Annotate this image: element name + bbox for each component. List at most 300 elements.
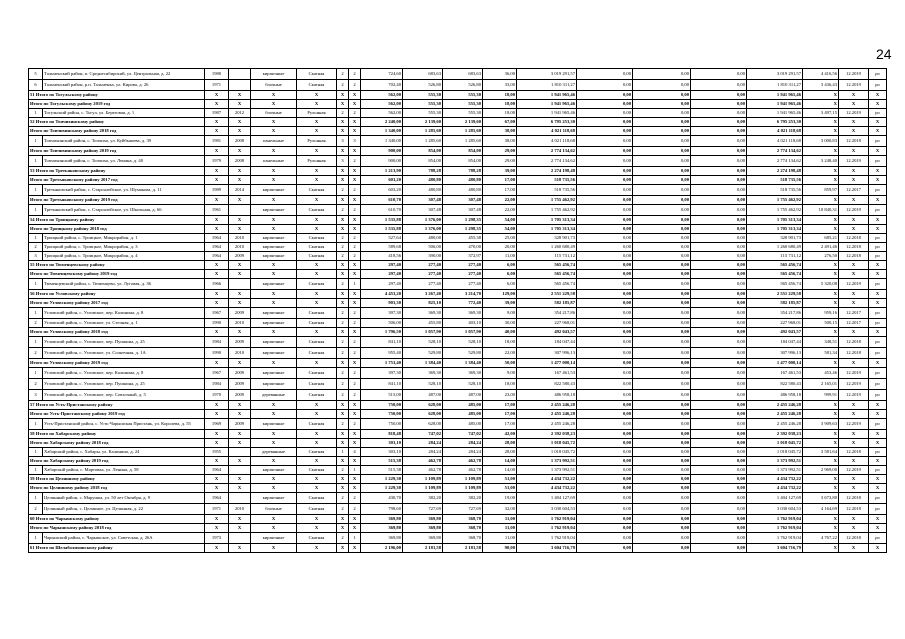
table-cell: 1 404 127,69 <box>517 493 577 504</box>
total-label: Итого по Третьяковскому району 2017 год <box>29 176 205 185</box>
table-cell: 859,97 <box>803 185 839 196</box>
table-cell: 562,00 <box>361 109 403 118</box>
table-cell: 528,10 <box>403 379 443 390</box>
total-row <box>29 401 887 410</box>
table-cell: деревянные <box>251 448 297 457</box>
table-cell: X <box>297 147 337 156</box>
table-cell: 0,00 <box>691 91 747 100</box>
table-cell: X <box>869 439 887 448</box>
table-cell: 2 <box>337 419 349 430</box>
table-cell: X <box>251 328 297 337</box>
table-cell: 1984 <box>205 379 229 390</box>
table-cell: X <box>839 475 869 484</box>
table-cell: 22,00 <box>483 205 517 216</box>
table-cell: 750,00 <box>361 410 403 419</box>
table-cell: 1 705 313,34 <box>747 216 803 225</box>
table-cell: 1 941 965,46 <box>517 109 577 118</box>
table-cell: 2 <box>337 533 349 544</box>
table-cell: 11,00 <box>483 524 517 533</box>
table-cell: 3 604 716,79 <box>517 544 577 553</box>
table-cell: 683,63 <box>403 69 443 80</box>
table-cell: 115 731,12 <box>747 252 803 261</box>
total-label: 58 Итого по Хабарскому району <box>29 430 205 439</box>
table-cell: X <box>229 359 251 368</box>
total-label: 53 Итого по Третьяковскому району <box>29 167 205 176</box>
table-cell: 3 019 291,57 <box>747 69 803 80</box>
table-cell: 1 535,88 <box>361 225 403 234</box>
table-cell: 1973 <box>205 533 229 544</box>
row-number: 2 <box>29 243 43 252</box>
table-cell: X <box>839 328 869 337</box>
total-label: Итого по Усть-Пристанскому району 2019 год <box>29 410 205 419</box>
total-row <box>29 359 887 368</box>
table-cell: 2 <box>337 319 349 328</box>
table-cell: 369,80 <box>361 524 403 533</box>
table-cell: 480,80 <box>443 185 483 196</box>
table-cell: 51,00 <box>483 484 517 493</box>
total-label: 61 Итого по Шелаболихинскому району <box>29 544 205 553</box>
table-cell: X <box>869 196 887 205</box>
table-cell: X <box>869 225 887 234</box>
table-cell: 485,00 <box>443 419 483 430</box>
table-cell: Скатная <box>297 390 337 401</box>
table-cell: 1 109,89 <box>403 484 443 493</box>
table-cell: X <box>229 118 251 127</box>
table-cell: 955,40 <box>361 348 403 359</box>
table-cell: 628,00 <box>403 419 443 430</box>
table-cell: 0,00 <box>577 533 633 544</box>
table-cell: 1 941 965,46 <box>517 91 577 100</box>
table-cell: 12.2019 <box>839 205 869 216</box>
table-cell: 2 392 038,23 <box>517 430 577 439</box>
table-cell: Скатная <box>297 319 337 328</box>
table-cell: 4 021 118,68 <box>747 136 803 147</box>
row-number: 1 <box>29 234 43 243</box>
table-cell: 3 604 716,79 <box>747 544 803 553</box>
table-cell: 0,00 <box>633 524 691 533</box>
table-cell: 1979 <box>205 156 229 167</box>
table-cell: 788,28 <box>403 167 443 176</box>
table-cell: 307,48 <box>403 205 443 216</box>
table-cell: 788,28 <box>443 167 483 176</box>
table-cell: Скатная <box>297 419 337 430</box>
table-cell: 565 456,74 <box>517 279 577 290</box>
table-cell: 565 456,74 <box>517 261 577 270</box>
table-cell: 1 941 965,46 <box>517 100 577 109</box>
table-row <box>29 379 887 390</box>
table-cell: X <box>251 176 297 185</box>
table-cell: 227 968,01 <box>517 319 577 328</box>
table-row <box>29 466 887 475</box>
address-cell: Троицкий район, с. Троицкое, Микрорайон, д. 1 <box>43 234 205 243</box>
table-cell: 2 <box>337 252 349 261</box>
table-cell: X <box>349 100 361 109</box>
table-cell: 12.2018 <box>839 243 869 252</box>
table-cell: X <box>803 410 839 419</box>
table-cell: 825,10 <box>403 299 443 308</box>
table-cell: 1 373 992,51 <box>517 466 577 475</box>
table-cell: 2 <box>337 493 349 504</box>
table-cell: 1 755 462,92 <box>747 205 803 216</box>
address-cell: Топчихинский район, с. Топчиха, ул. Куйбышева, д. 39 <box>43 136 205 147</box>
table-cell: 184 047,44 <box>747 337 803 348</box>
row-number: 3 <box>29 252 43 261</box>
table-cell: 284,24 <box>443 439 483 448</box>
table-cell: X <box>229 410 251 419</box>
table-cell: 487,00 <box>403 390 443 401</box>
table-cell: 1 796,50 <box>361 328 403 337</box>
table-cell: 0,00 <box>691 504 747 515</box>
table-cell: блочные <box>251 504 297 515</box>
table-cell: Скатная <box>297 69 337 80</box>
table-row <box>29 243 887 252</box>
table-cell: 6 795 253,30 <box>517 118 577 127</box>
table-cell: 1 <box>349 533 361 544</box>
table-cell: 480,80 <box>403 176 443 185</box>
table-cell: 0,00 <box>633 448 691 457</box>
table-cell: 1964 <box>205 252 229 261</box>
table-cell: ро <box>869 252 887 261</box>
table-cell: 2 <box>337 379 349 390</box>
table-cell: 17,00 <box>483 176 517 185</box>
table-cell: X <box>251 167 297 176</box>
table-cell: Скатная <box>297 448 337 457</box>
table-cell: ро <box>869 308 887 319</box>
table-cell: X <box>297 290 337 299</box>
table-cell: X <box>229 100 251 109</box>
table-cell: X <box>205 261 229 270</box>
table-cell: 277,40 <box>443 270 483 279</box>
table-cell: 17,00 <box>483 185 517 196</box>
table-cell: X <box>803 147 839 156</box>
table-cell: 0,00 <box>633 379 691 390</box>
table-cell: X <box>803 290 839 299</box>
table-cell: X <box>839 100 869 109</box>
table-cell: 184 047,44 <box>517 337 577 348</box>
table-cell: X <box>251 484 297 493</box>
table-cell: 1 535,88 <box>361 216 403 225</box>
table-cell: 1 018 045,72 <box>517 439 577 448</box>
table-cell: X <box>349 196 361 205</box>
table-cell: 0,00 <box>691 147 747 156</box>
table-cell: 0,00 <box>577 80 633 91</box>
table-cell: 3 581,64 <box>803 448 839 457</box>
table-cell: X <box>869 457 887 466</box>
table-cell: X <box>839 127 869 136</box>
table-cell: 1969 <box>205 419 229 430</box>
table-cell: 0,00 <box>633 337 691 348</box>
total-row <box>29 410 887 419</box>
table-cell: 12.2019 <box>839 368 869 379</box>
table-cell: 3 019 291,57 <box>517 69 577 80</box>
table-cell: ро <box>869 368 887 379</box>
table-cell: 0,00 <box>577 493 633 504</box>
total-label: Итого по Угловскому району 2017 год <box>29 299 205 308</box>
table-cell: 555,30 <box>403 100 443 109</box>
table-cell: 1 057,90 <box>443 328 483 337</box>
table-cell: X <box>803 270 839 279</box>
table-cell: 603,20 <box>361 185 403 196</box>
table-row <box>29 448 887 457</box>
table-cell: X <box>251 410 297 419</box>
table-cell: X <box>297 484 337 493</box>
table-cell: 0,00 <box>633 299 691 308</box>
table-cell: 1964 <box>205 493 229 504</box>
table-cell: 455,80 <box>403 319 443 328</box>
table-cell: 20,00 <box>483 243 517 252</box>
table-cell: X <box>803 127 839 136</box>
table-cell: блочные <box>251 80 297 91</box>
table-cell: 25,00 <box>483 234 517 243</box>
table-cell: 0,00 <box>691 234 747 243</box>
address-cell: Угловский район, с. Угловское, пер. Калинина, д. 8 <box>43 368 205 379</box>
table-cell: 0,00 <box>633 156 691 167</box>
table-cell: 2 <box>349 109 361 118</box>
table-cell: 2 455 246,28 <box>517 410 577 419</box>
table-cell: 1 <box>337 448 349 457</box>
table-cell: 12.2019 <box>839 80 869 91</box>
table-cell: X <box>839 515 869 524</box>
table-cell: кирпичные <box>251 205 297 216</box>
table-cell: 354 217,86 <box>517 308 577 319</box>
table-cell: Скатная <box>297 504 337 515</box>
table-cell: 0,00 <box>577 167 633 176</box>
table-cell: X <box>297 176 337 185</box>
table-cell: X <box>839 196 869 205</box>
table-cell: 29,00 <box>483 147 517 156</box>
table-cell: X <box>869 524 887 533</box>
table-cell: X <box>205 225 229 234</box>
table-cell: 2 <box>337 308 349 319</box>
table-cell: X <box>297 216 337 225</box>
row-number: 1 <box>29 533 43 544</box>
table-cell: 0,00 <box>691 109 747 118</box>
table-cell: 2 774 134,62 <box>747 147 803 156</box>
table-cell: 30,00 <box>483 319 517 328</box>
table-cell: 12.2018 <box>839 533 869 544</box>
table-cell: 462,78 <box>403 466 443 475</box>
table-cell: 51,00 <box>483 475 517 484</box>
table-cell: 1 109,89 <box>443 484 483 493</box>
table-cell: 565 456,74 <box>747 270 803 279</box>
table-cell: 1 810 311,27 <box>517 80 577 91</box>
table-cell: 0,00 <box>691 136 747 147</box>
table-cell: 0,00 <box>577 319 633 328</box>
table-cell: 0,00 <box>577 524 633 533</box>
table-cell: X <box>251 100 297 109</box>
table-cell: X <box>337 410 349 419</box>
table-cell: 2 <box>349 205 361 216</box>
table-cell: 0,00 <box>633 185 691 196</box>
table-cell: кирпичные <box>251 466 297 475</box>
table-cell: X <box>349 270 361 279</box>
table-cell: 0,00 <box>691 299 747 308</box>
table-cell: 1966 <box>205 279 229 290</box>
table-cell: 772,40 <box>443 299 483 308</box>
table-cell: 528,10 <box>403 337 443 348</box>
table-cell: 4 <box>349 448 361 457</box>
table-cell: 4 021 118,68 <box>517 127 577 136</box>
table-cell: X <box>839 91 869 100</box>
table-cell: X <box>803 401 839 410</box>
table-cell: 277,40 <box>403 279 443 290</box>
table-cell: 0,00 <box>633 515 691 524</box>
table-row <box>29 533 887 544</box>
table-cell: X <box>229 544 251 553</box>
table-cell: 0,00 <box>691 308 747 319</box>
table-cell: 372,97 <box>443 252 483 261</box>
address-cell: Третьяковский район, с. Староалейское, ул. Школьная, д. 66 <box>43 205 205 216</box>
table-cell: 1 753,40 <box>361 359 403 368</box>
table-cell: X <box>337 430 349 439</box>
table-cell: 0,00 <box>633 544 691 553</box>
table-cell: X <box>839 544 869 553</box>
housing-register-table <box>28 68 887 553</box>
table-cell: кирпичные <box>251 337 297 348</box>
table-cell: X <box>349 515 361 524</box>
table-cell: X <box>349 401 361 410</box>
table-cell: кирпичные <box>251 185 297 196</box>
table-cell: 12.2019 <box>839 279 869 290</box>
table-cell: 4 416,56 <box>803 69 839 80</box>
table-cell: 2 <box>349 243 361 252</box>
table-cell: 0,00 <box>691 390 747 401</box>
table-cell: Скатная <box>297 252 337 261</box>
table-cell: 23,00 <box>483 390 517 401</box>
table-cell: 369,80 <box>361 515 403 524</box>
table-cell: 0,00 <box>691 261 747 270</box>
row-number: 1 <box>29 279 43 290</box>
table-cell: X <box>205 127 229 136</box>
table-cell: 0,00 <box>691 457 747 466</box>
table-cell: 2 774 134,62 <box>747 156 803 167</box>
table-cell <box>229 466 251 475</box>
table-cell: 1 762 919,04 <box>517 515 577 524</box>
table-cell: 2010 <box>229 348 251 359</box>
total-row <box>29 100 887 109</box>
table-cell: 0,00 <box>691 270 747 279</box>
table-row <box>29 308 887 319</box>
table-cell: X <box>297 430 337 439</box>
table-cell: 2 <box>349 319 361 328</box>
table-cell: X <box>205 359 229 368</box>
table-cell: 2 <box>337 69 349 80</box>
table-cell: X <box>803 167 839 176</box>
table-cell: X <box>229 524 251 533</box>
table-cell: X <box>803 359 839 368</box>
table-cell <box>229 493 251 504</box>
table-cell: X <box>205 290 229 299</box>
table-cell: X <box>297 127 337 136</box>
table-cell: 0,00 <box>633 147 691 156</box>
table-cell: 455,38 <box>443 234 483 243</box>
table-cell: X <box>803 118 839 127</box>
table-cell: 1 762 919,04 <box>517 533 577 544</box>
table-cell: X <box>839 216 869 225</box>
row-number: 1 <box>29 308 43 319</box>
table-cell: 0,00 <box>577 109 633 118</box>
table-cell: 0,00 <box>633 225 691 234</box>
table-cell: 2 <box>337 348 349 359</box>
table-cell: 277,40 <box>443 279 483 290</box>
table-cell: 506,00 <box>403 243 443 252</box>
table-cell: 2009 <box>229 337 251 348</box>
table-cell: 227 968,01 <box>747 319 803 328</box>
table-cell: 0,00 <box>633 270 691 279</box>
table-cell: ро <box>869 69 887 80</box>
table-cell: 2 551 229,58 <box>517 290 577 299</box>
table-cell: 1 018 045,72 <box>747 439 803 448</box>
table-cell: 12.2019 <box>839 156 869 167</box>
table-cell: X <box>297 439 337 448</box>
table-cell: 11,00 <box>483 533 517 544</box>
table-cell: 17,00 <box>483 410 517 419</box>
table-cell: X <box>205 100 229 109</box>
table-cell: 518 735,56 <box>747 185 803 196</box>
table-cell: Скатная <box>297 234 337 243</box>
table-cell: 555,30 <box>443 100 483 109</box>
table-cell: 0,00 <box>633 419 691 430</box>
table-cell: X <box>337 328 349 337</box>
table-cell: 854,00 <box>403 156 443 167</box>
table-cell: 0,00 <box>633 533 691 544</box>
total-row <box>29 328 887 337</box>
table-cell: панельные <box>251 156 297 167</box>
table-cell: 2 <box>337 466 349 475</box>
table-cell: 0,00 <box>633 261 691 270</box>
table-cell: 12.2019 <box>839 109 869 118</box>
table-cell: 3 214,70 <box>443 290 483 299</box>
table-cell: X <box>205 91 229 100</box>
table-cell: 12.2018 <box>839 252 869 261</box>
table-cell: 0,00 <box>633 493 691 504</box>
total-row <box>29 270 887 279</box>
table-cell: кирпичные <box>251 252 297 261</box>
table-cell: X <box>839 430 869 439</box>
table-cell: X <box>251 475 297 484</box>
table-cell: 1964 <box>205 243 229 252</box>
table-cell: кирпичные <box>251 234 297 243</box>
table-cell: 2009 <box>229 308 251 319</box>
table-cell: X <box>205 515 229 524</box>
table-cell: 0,00 <box>691 167 747 176</box>
address-cell: Чарышский район, с. Чарышское, ул. Советская, д. 26А <box>43 533 205 544</box>
table-cell: 1971 <box>205 80 229 91</box>
table-cell: 2010 <box>229 234 251 243</box>
table-cell: 2 455 246,28 <box>517 419 577 430</box>
table-cell: 167 461,53 <box>517 368 577 379</box>
table-cell: X <box>229 484 251 493</box>
table-cell: X <box>349 216 361 225</box>
table-cell: ро <box>869 234 887 243</box>
table-cell: кирпичные <box>251 379 297 390</box>
table-cell <box>229 80 251 91</box>
table-cell: 2 <box>337 368 349 379</box>
table-cell: 2 196,00 <box>361 544 403 553</box>
table-cell: 0,00 <box>691 348 747 359</box>
total-label: Итого по Хабарскому району 2018 год <box>29 439 205 448</box>
table-cell: X <box>251 118 297 127</box>
table-cell: 284,24 <box>403 439 443 448</box>
table-cell: X <box>251 196 297 205</box>
table-cell: 1 941 965,46 <box>747 109 803 118</box>
table-row <box>29 279 887 290</box>
table-cell: 38,00 <box>483 136 517 147</box>
table-cell: 54,00 <box>483 216 517 225</box>
table-cell: X <box>205 457 229 466</box>
table-cell: 0,00 <box>633 484 691 493</box>
table-cell: X <box>297 524 337 533</box>
